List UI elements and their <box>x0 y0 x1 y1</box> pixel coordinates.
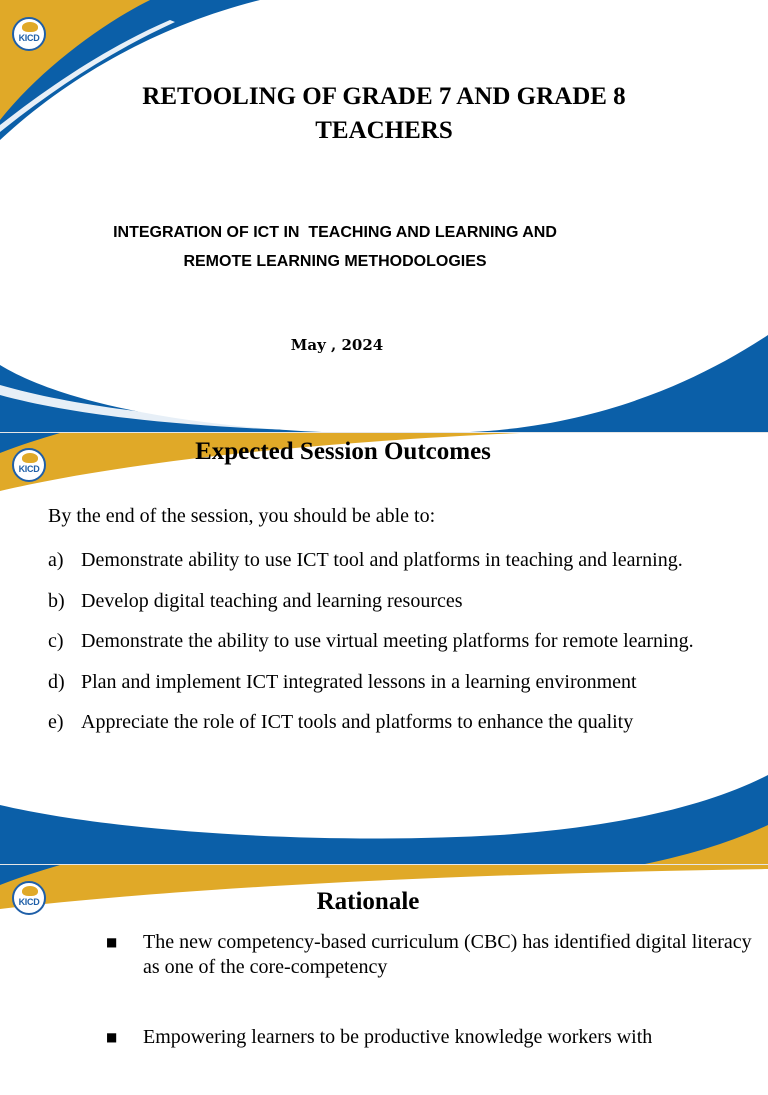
presentation-title <box>0 80 768 148</box>
list-item <box>106 1025 756 1050</box>
list-marker: b) <box>48 589 65 612</box>
list-item <box>48 621 698 662</box>
subtitle-line-1: INTEGRATION OF ICT IN TEACHING AND LEARNING AND <box>113 224 557 241</box>
list-marker: d) <box>48 670 65 693</box>
bullet-icon: ■ <box>106 935 118 949</box>
slide-background-waves <box>0 0 768 432</box>
list-item <box>48 702 698 743</box>
outcomes-intro: By the end of the session, you should be able to: <box>48 505 436 527</box>
list-item <box>48 540 698 581</box>
list-text: Empowering learners to be productive knowledge workers with <box>143 1026 653 1048</box>
logo-text: KICD <box>18 464 40 474</box>
bullet-icon: ■ <box>106 1030 118 1044</box>
title-line-1: RETOOLING OF GRADE 7 AND GRADE 8 <box>142 83 626 110</box>
list-text: The new competency-based curriculum (CBC) has identified digital literacy as one of the core-competency <box>143 931 752 978</box>
list-text: Demonstrate ability to use ICT tool and platforms in teaching and learning. <box>81 549 683 571</box>
presentation-subtitle <box>0 218 670 276</box>
list-marker: c) <box>48 630 64 652</box>
list-marker: e) <box>48 711 64 733</box>
presentation-date: May , 2024 <box>290 336 384 354</box>
outcomes-list <box>48 540 698 743</box>
list-text: Plan and implement ICT integrated lessons in a learning environment <box>81 670 637 693</box>
list-text: Develop digital teaching and learning resources <box>81 589 463 612</box>
rationale-list <box>106 930 756 1095</box>
kicd-logo <box>12 17 46 51</box>
outcomes-title: Expected Session Outcomes <box>195 438 491 465</box>
list-text: Appreciate the role of ICT tools and platforms to enhance the quality <box>81 711 634 733</box>
list-marker: a) <box>48 549 64 571</box>
list-item <box>48 662 698 703</box>
rationale-title: Rationale <box>316 888 420 915</box>
title-line-2: TEACHERS <box>315 117 453 144</box>
list-item <box>106 930 756 980</box>
subtitle-line-2: REMOTE LEARNING METHODOLOGIES <box>183 253 487 270</box>
title-slide <box>0 0 768 432</box>
list-item <box>48 581 698 622</box>
logo-text: KICD <box>18 897 40 907</box>
bottom-blue-swoosh <box>0 775 768 865</box>
logo-text: KICD <box>18 33 40 43</box>
list-text: Demonstrate the ability to use virtual meeting platforms for remote learning. <box>81 630 694 652</box>
bird-icon <box>22 22 38 32</box>
